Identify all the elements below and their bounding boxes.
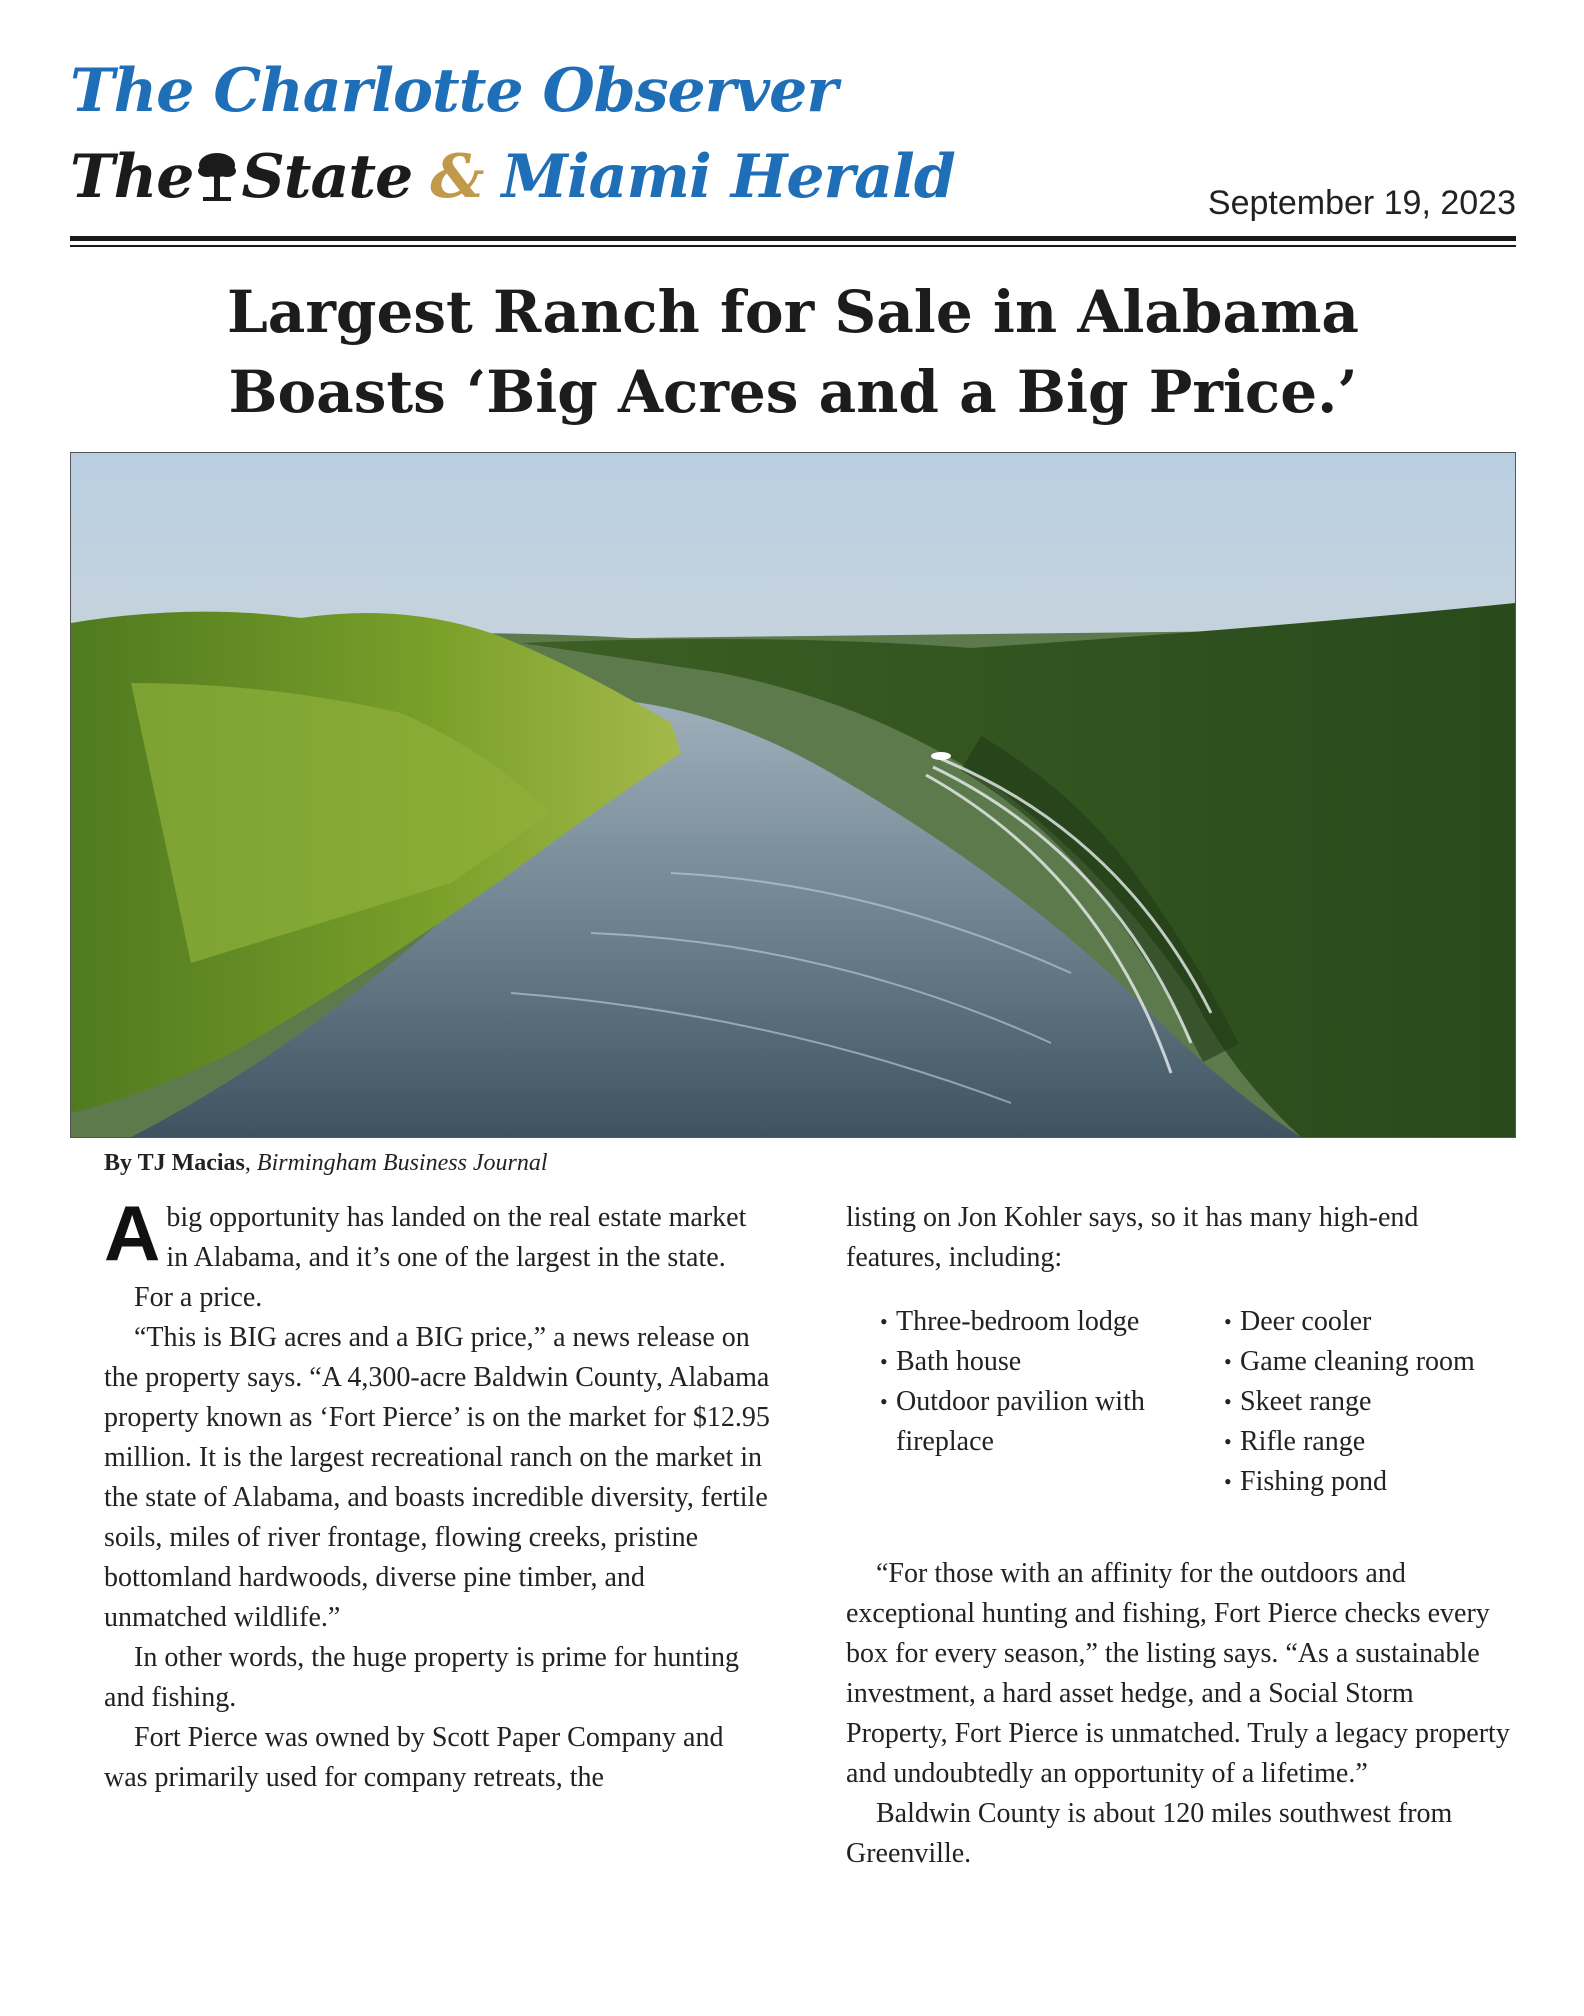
paragraph-1 bbox=[104, 1189, 770, 1278]
headline-line-2: Boasts ‘Big Acres and a Big Price.’ bbox=[228, 358, 1358, 426]
article-column-right bbox=[846, 1198, 1512, 1874]
feature-item: • Bath house bbox=[880, 1342, 1160, 1382]
features-list-right bbox=[1224, 1302, 1524, 1502]
byline-author: By TJ Macias bbox=[104, 1150, 245, 1176]
the-state-the: The bbox=[70, 142, 194, 212]
state-herald-logo bbox=[70, 142, 955, 212]
headline bbox=[70, 272, 1516, 432]
paragraph-3: “This is BIG acres and a BIG price,” a news release on the property says. “A 4,300-acre Baldwin County, Alabama property known as ‘Fort Pierce’ is on the market for $12.95 million. It is the largest recreational ranch on the market in the state of Alabama, and boasts incredible diversity, fertile soils, miles of river frontage, flowing creeks, pristine bottomland hardwoods, diverse pine timber, and unmatched wildlife.” bbox=[104, 1322, 770, 1633]
feature-item: • Outdoor pavilion with fireplace bbox=[880, 1382, 1160, 1462]
ampersand: & bbox=[430, 142, 484, 212]
features-list bbox=[846, 1302, 1512, 1538]
drop-cap: A bbox=[104, 1189, 161, 1277]
feature-item: • Fishing pond bbox=[1224, 1462, 1524, 1502]
palmetto-tree-icon bbox=[195, 149, 239, 205]
feature-item: • Rifle range bbox=[1224, 1422, 1524, 1462]
river-photo-illustration bbox=[71, 453, 1515, 1137]
article-column-left bbox=[104, 1189, 770, 1798]
paragraph-7: “For those with an affinity for the outdoors and exceptional hunting and fishing, Fort Pierce checks every box for every season,” the listing says. “As a sustainable investment, a hard asset hedge, and a Social Storm Property, Fort Pierce is unmatched. Truly a legacy property and undoubtedly an opportunity of a lifetime.” bbox=[846, 1558, 1510, 1789]
byline-separator: , bbox=[244, 1150, 257, 1176]
paragraph-4: In other words, the huge property is prime for hunting and fishing. bbox=[104, 1642, 739, 1713]
paragraph-1-text: big opportunity has landed on the real estate market in Alabama, and it’s one of the largest in the state. bbox=[166, 1202, 747, 1273]
byline bbox=[104, 1150, 548, 1177]
paragraph-5: Fort Pierce was owned by Scott Paper Company and was primarily used for company retreats, the bbox=[104, 1722, 724, 1793]
publication-date: September 19, 2023 bbox=[1207, 184, 1516, 222]
feature-item: • Three-bedroom lodge bbox=[880, 1302, 1160, 1342]
river-aerial-photo bbox=[70, 452, 1516, 1138]
paragraph-2: For a price. bbox=[134, 1282, 263, 1313]
paragraph-8: Baldwin County is about 120 miles southwest from Greenville. bbox=[846, 1798, 1453, 1869]
feature-item: • Skeet range bbox=[1224, 1382, 1524, 1422]
charlotte-observer-logo: The Charlotte Observer bbox=[70, 56, 837, 126]
feature-item: • Deer cooler bbox=[1224, 1302, 1524, 1342]
feature-item: • Game cleaning room bbox=[1224, 1342, 1524, 1382]
paragraph-6: listing on Jon Kohler says, so it has many high-end features, including: bbox=[846, 1202, 1419, 1273]
masthead-rule-thin bbox=[70, 245, 1516, 247]
features-list-left bbox=[880, 1302, 1160, 1462]
masthead bbox=[70, 56, 1516, 236]
miami-herald-logo: Miami Herald bbox=[501, 142, 955, 212]
byline-source: Birmingham Business Journal bbox=[256, 1150, 548, 1176]
the-state-name: State bbox=[241, 142, 413, 212]
masthead-rule-thick bbox=[70, 236, 1516, 241]
headline-line-1: Largest Ranch for Sale in Alabama bbox=[226, 278, 1360, 346]
